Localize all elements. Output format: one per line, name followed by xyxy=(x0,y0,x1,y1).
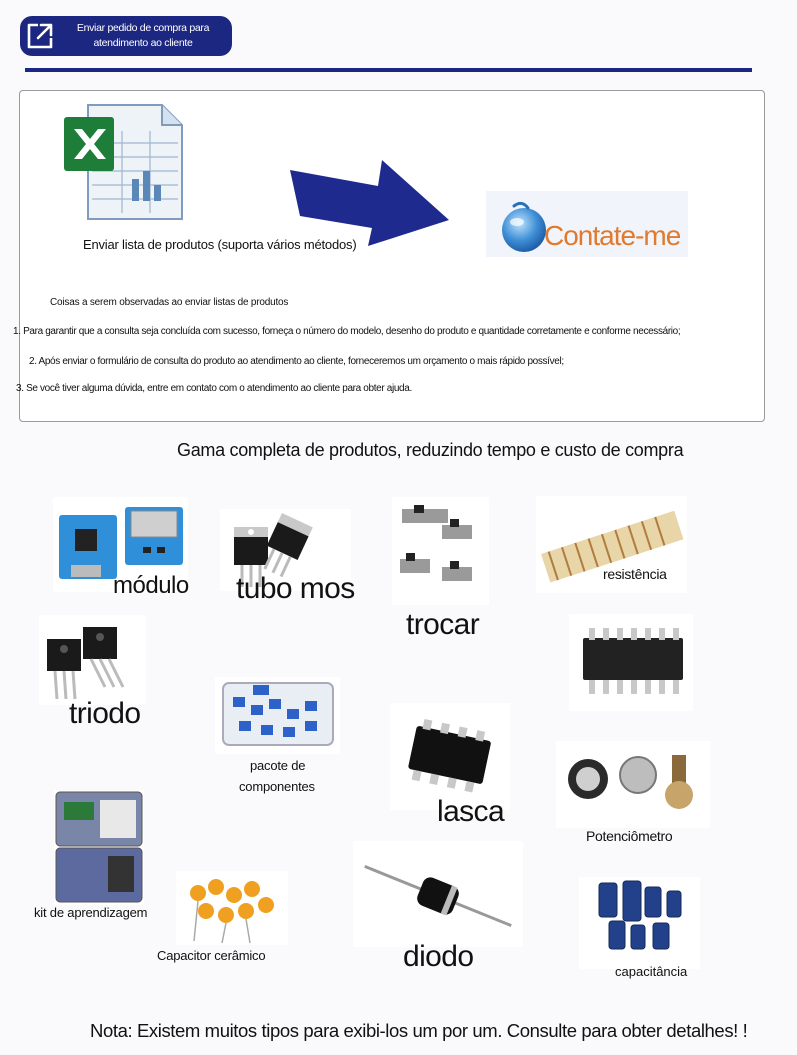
ic-chip-image xyxy=(569,614,693,711)
notes-title: Coisas a serem observadas ao enviar listas de produtos xyxy=(50,297,289,308)
diode-image xyxy=(353,841,523,947)
product-label-lasca: lasca xyxy=(437,795,505,828)
chat-globe-icon xyxy=(500,198,548,254)
footnote: Nota: Existem muitos tipos para exibi-los um por um. Consulte para obter detalhes! ! xyxy=(90,1020,748,1041)
component-box-image xyxy=(215,677,340,754)
send-purchase-order-button[interactable] xyxy=(20,16,232,56)
send-list-caption: Enviar lista de produtos (suporta vários métodos) xyxy=(83,237,357,252)
product-label-triodo: triodo xyxy=(69,697,141,730)
product-label-pacote-line1: pacote de xyxy=(250,758,306,773)
note-item: 1. Para garantir que a consulta seja concluída com sucesso, forneça o número do modelo, desenho do produto e quantidade corretamente e conforme necessário; xyxy=(13,326,681,337)
product-label-modulo: módulo xyxy=(113,572,189,599)
product-label-trocar: trocar xyxy=(406,608,480,641)
product-label-resistencia: resistência xyxy=(603,566,667,582)
note-item: 3. Se você tiver alguma dúvida, entre em contato com o atendimento ao cliente para obter ajuda. xyxy=(16,383,412,394)
product-label-pacote-line2: componentes xyxy=(239,779,315,794)
product-label-capacitancia: capacitância xyxy=(615,964,688,979)
switch-image xyxy=(392,497,489,605)
smd-chip-image xyxy=(390,703,510,810)
header-divider xyxy=(25,68,752,72)
arrow-right-icon xyxy=(286,158,451,248)
contact-me-label[interactable]: Contate-me xyxy=(544,220,681,251)
ceramic-capacitor-image xyxy=(176,871,288,945)
potentiometer-image xyxy=(556,741,710,828)
product-label-kit: kit de aprendizagem xyxy=(34,905,148,920)
transistor-image xyxy=(39,615,146,705)
electrolytic-capacitor-image xyxy=(579,877,700,969)
excel-file-icon xyxy=(62,103,184,221)
product-label-tubo-mos: tubo mos xyxy=(236,572,355,605)
send-button-label: Enviar pedido de compra para atendimento ao cliente xyxy=(76,22,210,49)
note-item: 2. Após enviar o formulário de consulta do produto ao atendimento ao cliente, forneceremos um orçamento o mais rápido possível; xyxy=(29,356,564,367)
external-link-icon xyxy=(22,18,58,54)
catalog-heading: Gama completa de produtos, reduzindo tempo e custo de compra xyxy=(177,440,684,460)
product-label-diodo: diodo xyxy=(403,940,474,973)
learning-kit-image xyxy=(54,790,144,905)
product-label-capacitor-ceramico: Capacitor cerâmico xyxy=(157,948,266,963)
product-label-potenciometro: Potenciômetro xyxy=(586,828,673,844)
